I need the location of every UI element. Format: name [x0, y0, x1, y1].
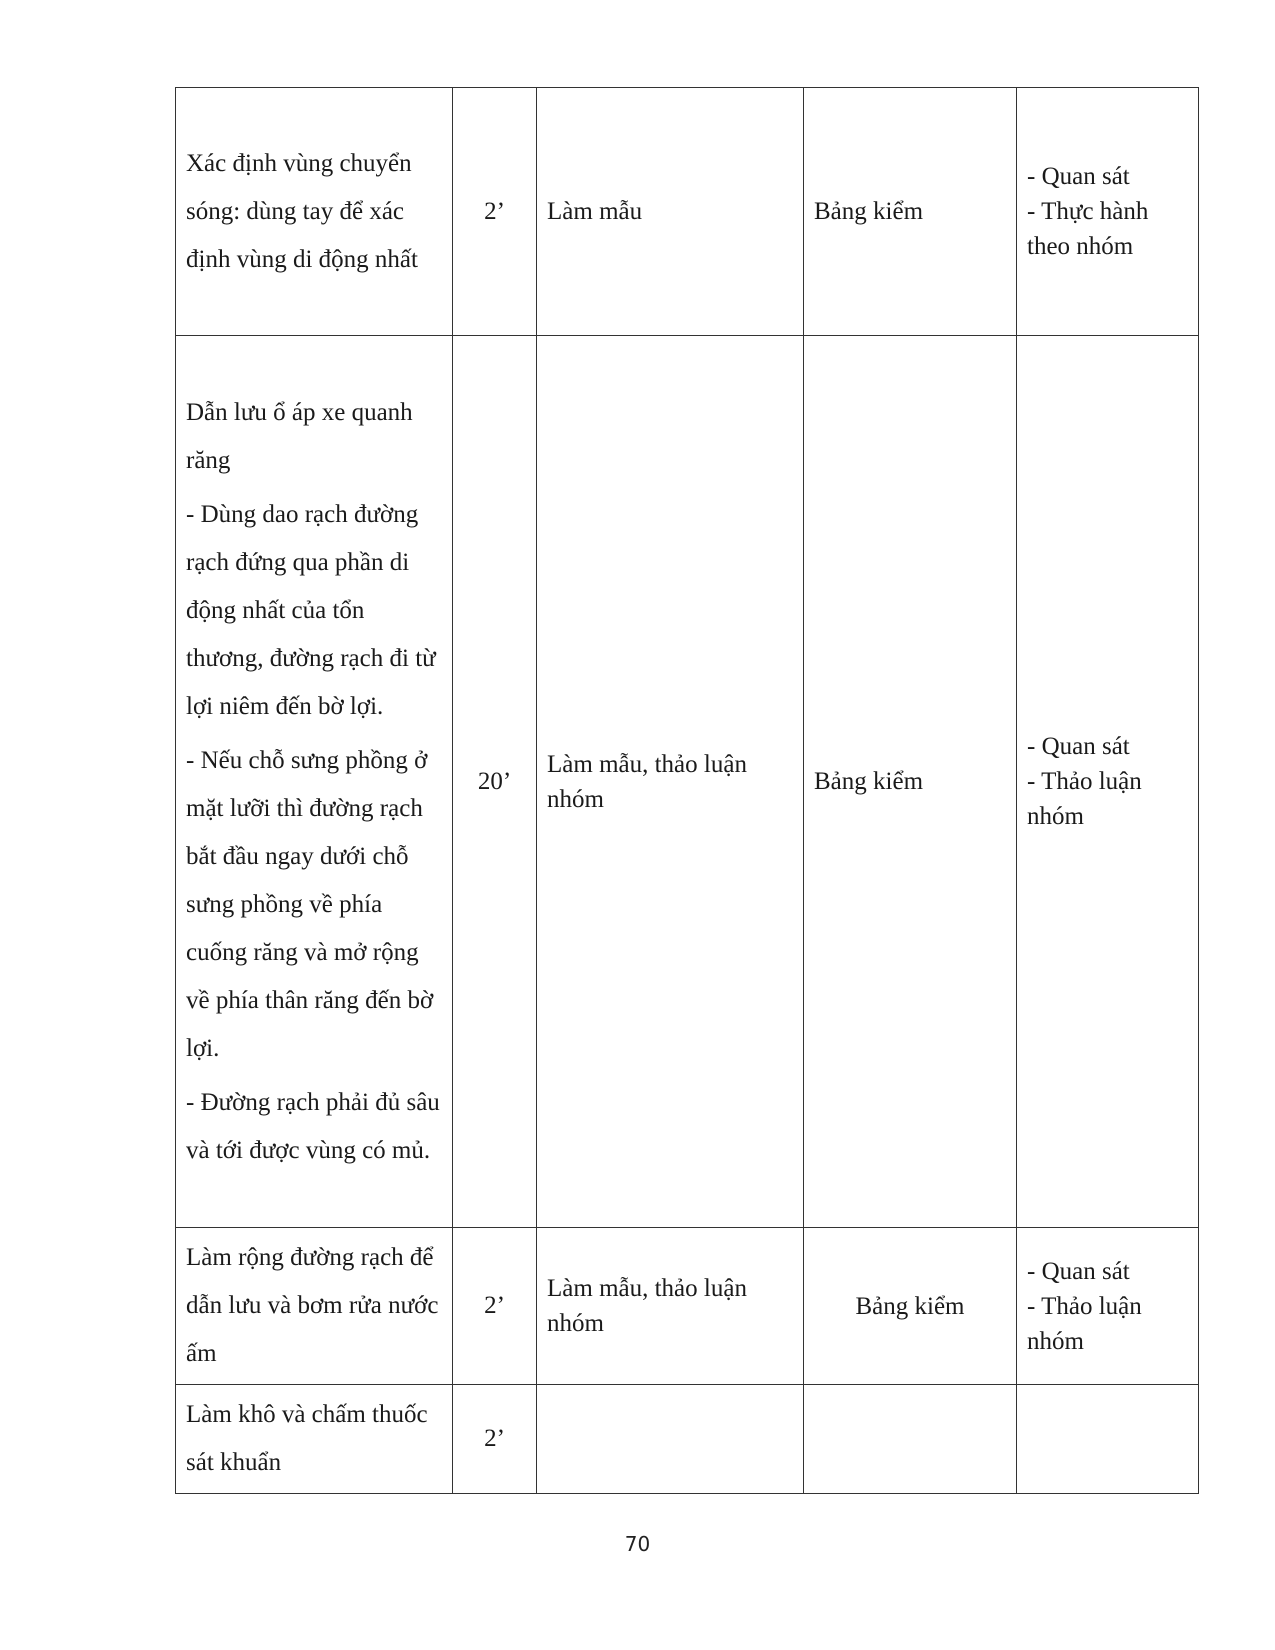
activity-line: - Quan sát — [1027, 163, 1130, 190]
content-text: - Dùng dao rạch đường rạch đứng qua phần di động nhất của tổn thương, đường rạch đi từ lợi niêm đến bờ lợi. — [186, 500, 436, 720]
content-text: - Nếu chỗ sưng phồng ở mặt lưỡi thì đường rạch bắt đầu ngay dưới chỗ sưng phồng về phía cuống răng và mở rộng về phía thân răng đến bờ lợi. — [186, 746, 434, 1062]
time-cell: 2’ — [453, 88, 537, 336]
content-cell — [176, 88, 453, 336]
table-row — [176, 336, 1199, 1228]
content-text: Dẫn lưu ổ áp xe quanh răng — [186, 398, 413, 474]
time-cell: 2’ — [453, 1385, 537, 1494]
activity-line: - Quan sát — [1027, 1257, 1130, 1285]
activity-cell — [1017, 1385, 1199, 1494]
activity-line: - Thực hành theo nhóm — [1027, 198, 1149, 260]
tool-cell: Bảng kiểm — [804, 88, 1017, 336]
tool-cell: Bảng kiểm — [804, 336, 1017, 1228]
method-cell: Làm mẫu, thảo luận nhóm — [537, 336, 804, 1228]
activity-line: - Quan sát — [1027, 733, 1130, 760]
content-text: Làm khô và chấm thuốc sát khuẩn — [186, 1401, 428, 1476]
content-text: Xác định vùng chuyển sóng: dùng tay để xác định vùng di động nhất — [186, 149, 418, 273]
content-cell — [176, 1385, 453, 1494]
table-row — [176, 88, 1199, 336]
table-row — [176, 1385, 1199, 1494]
content-cell — [176, 1228, 453, 1385]
content-text: Làm rộng đường rạch để dẫn lưu và bơm rửa nước ấm — [186, 1244, 439, 1367]
content-text: - Đường rạch phải đủ sâu và tới được vùng có mủ. — [186, 1088, 440, 1164]
time-cell: 2’ — [453, 1228, 537, 1385]
tool-cell — [804, 1385, 1017, 1494]
tool-cell: Bảng kiểm — [804, 1228, 1017, 1385]
activity-cell — [1017, 1228, 1199, 1385]
activity-cell — [1017, 88, 1199, 336]
content-cell — [176, 336, 453, 1228]
page-number: 70 — [624, 1532, 651, 1556]
method-cell: Làm mẫu, thảo luận nhóm — [537, 1228, 804, 1385]
time-cell: 20’ — [453, 336, 537, 1228]
activity-line: - Thảo luận nhóm — [1027, 768, 1142, 830]
method-cell: Làm mẫu — [537, 88, 804, 336]
method-cell — [537, 1385, 804, 1494]
activity-line: - Thảo luận nhóm — [1027, 1292, 1142, 1355]
activity-cell — [1017, 336, 1199, 1228]
lesson-table — [175, 87, 1199, 1494]
table-row — [176, 1228, 1199, 1385]
